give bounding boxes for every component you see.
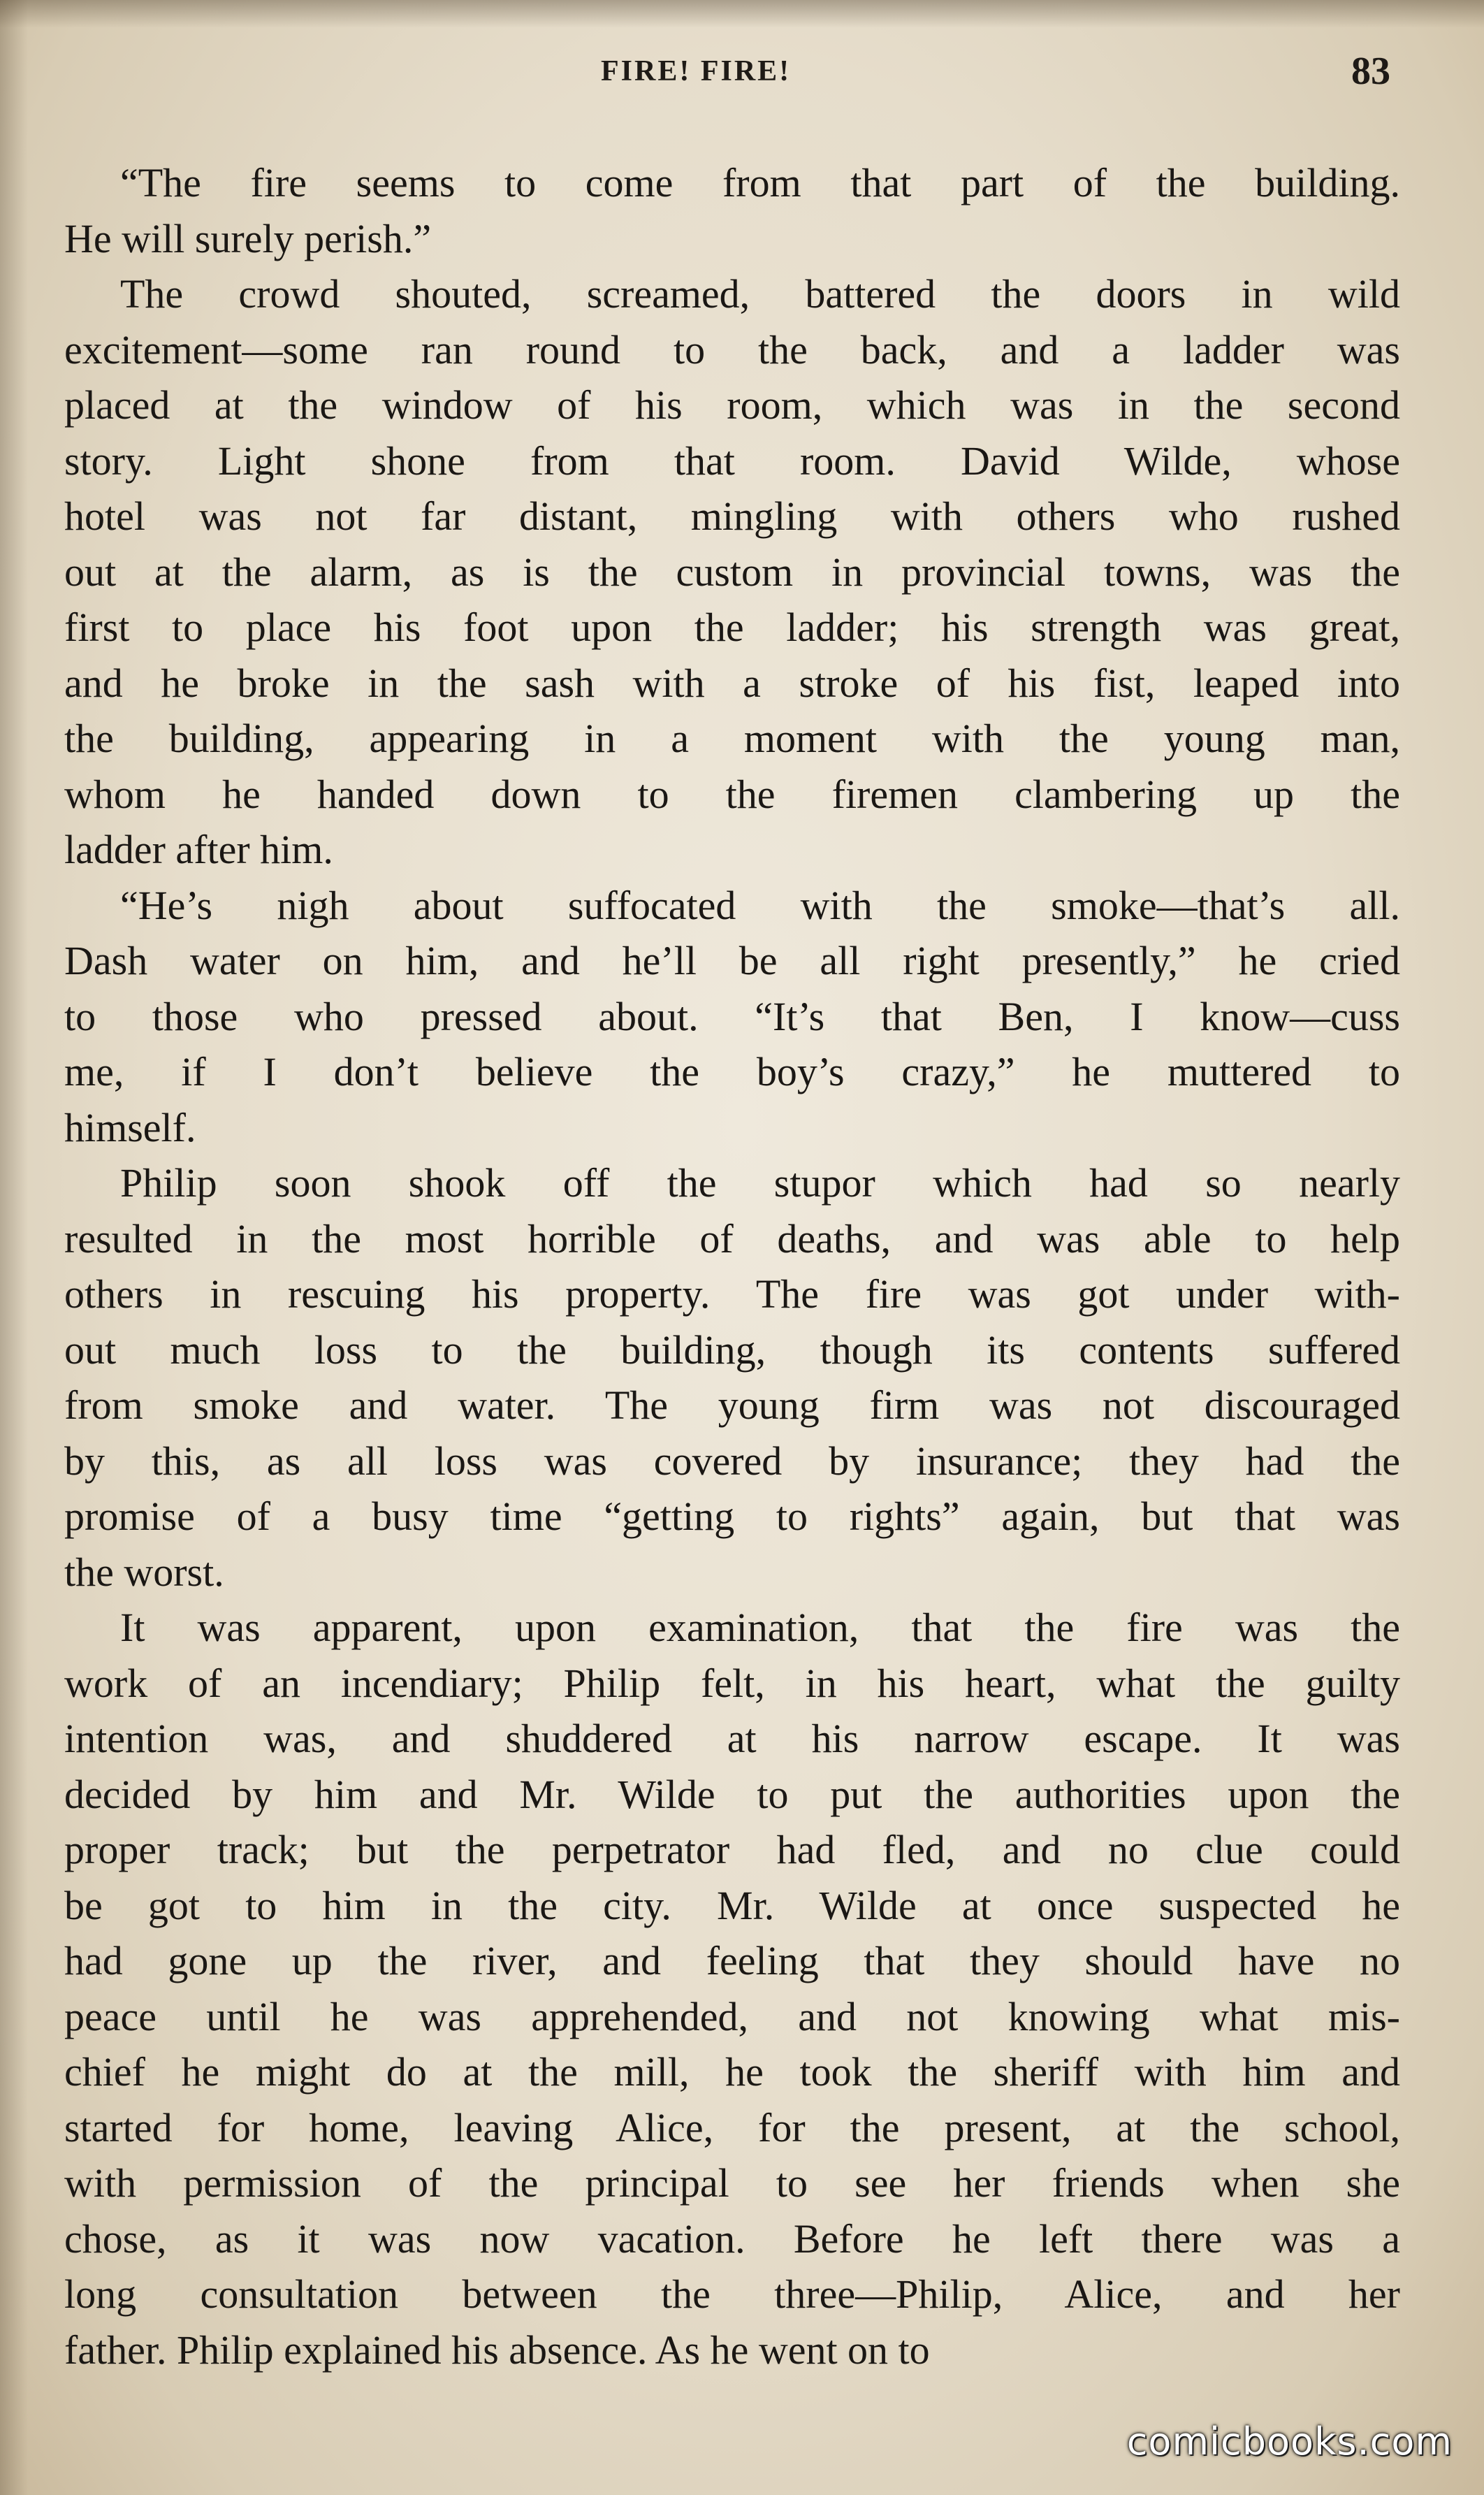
text-line: promise of a busy time “getting to rights” again, but that was (64, 1494, 1400, 1539)
text-line: me, if I don’t believe the boy’s crazy,” he muttered to (64, 1049, 1400, 1094)
text-line: out at the alarm, as is the custom in provincial towns, was the (64, 549, 1400, 595)
text-line: out much loss to the building, though its contents suffered (64, 1326, 1400, 1373)
paragraph (64, 1155, 1400, 1600)
text-line: from smoke and water. The young firm was not discouraged (64, 1382, 1400, 1428)
page-edge-shadow-top (0, 0, 1484, 28)
page-header (70, 49, 1397, 98)
text-line: be got to him in the city. Mr. Wilde at once suspected he (64, 1882, 1400, 1928)
text-line: had gone up the river, and feeling that they should have no (64, 1938, 1400, 1983)
page-edge-shadow-left (0, 0, 28, 2495)
text-line: the building, appearing in a moment with the young man, (64, 716, 1400, 761)
text-line: with permission of the principal to see her friends when she (64, 2160, 1400, 2206)
text-line: ladder after him. (64, 827, 333, 872)
page-number: 83 (1351, 50, 1390, 93)
text-line: by this, as all loss was covered by insurance; they had the (64, 1438, 1400, 1484)
text-line: hotel was not far distant, mingling with others who rushed (64, 493, 1400, 539)
text-line: first to place his foot upon the ladder; his strength was great, (64, 605, 1400, 650)
text-line: intention was, and shuddered at his narrow escape. It was (64, 1716, 1400, 1761)
text-line: the worst. (64, 1549, 224, 1595)
paragraph (64, 878, 1400, 1156)
text-line: started for home, leaving Alice, for the present, at the school, (64, 2104, 1400, 2150)
text-line: He will surely perish.” (64, 215, 432, 261)
text-line: placed at the window of his room, which was in the second (64, 382, 1400, 428)
text-line: to those who pressed about. “It’s that Ben, I know—cuss (64, 993, 1400, 1039)
paragraph (64, 155, 1400, 266)
text-line: story. Light shone from that room. David Wilde, whose (64, 437, 1400, 484)
text-line: Dash water on him, and he’ll be all right presently,” he cried (64, 938, 1400, 983)
paragraph (64, 1600, 1400, 2378)
text-line: The crowd shouted, screamed, battered the doors in wild (120, 271, 1400, 317)
text-line: and he broke in the sash with a stroke of his fist, leaped into (64, 660, 1400, 706)
text-line: peace until he was apprehended, and not knowing what mis- (64, 1993, 1400, 2039)
text-line: work of an incendiary; Philip felt, in his heart, what the guilty (64, 1660, 1400, 1706)
text-line: whom he handed down to the firemen clambering up the (64, 771, 1400, 817)
body-text (64, 155, 1400, 2378)
text-line: Philip soon shook off the stupor which had so nearly (120, 1160, 1400, 1206)
text-line: others in rescuing his property. The fire was got under with- (64, 1271, 1400, 1317)
text-line: himself. (64, 1104, 196, 1150)
text-line: resulted in the most horrible of deaths, and was able to help (64, 1215, 1400, 1261)
text-line: “The fire seems to come from that part of the building. (120, 160, 1400, 205)
text-line: chief he might do at the mill, he took the sheriff with him and (64, 2049, 1400, 2095)
text-line: decided by him and Mr. Wilde to put the authorities upon the (64, 1771, 1400, 1817)
text-line: proper track; but the perpetrator had fled, and no clue could (64, 1827, 1400, 1872)
text-line: chose, as it was now vacation. Before he left there was a (64, 2215, 1400, 2262)
text-line: father. Philip explained his absence. As he went on to (64, 2327, 930, 2373)
running-head: FIRE! FIRE! (601, 55, 792, 87)
text-line: It was apparent, upon examination, that the fire was the (120, 1605, 1400, 1650)
paragraph (64, 266, 1400, 878)
watermark: comicbooks.com (1126, 2420, 1453, 2464)
text-line: “He’s nigh about suffocated with the smoke—that’s all. (120, 882, 1400, 928)
text-line: long consultation between the three—Philip, Alice, and her (64, 2271, 1400, 2317)
text-line: excitement—some ran round to the back, and a ladder was (64, 326, 1400, 373)
